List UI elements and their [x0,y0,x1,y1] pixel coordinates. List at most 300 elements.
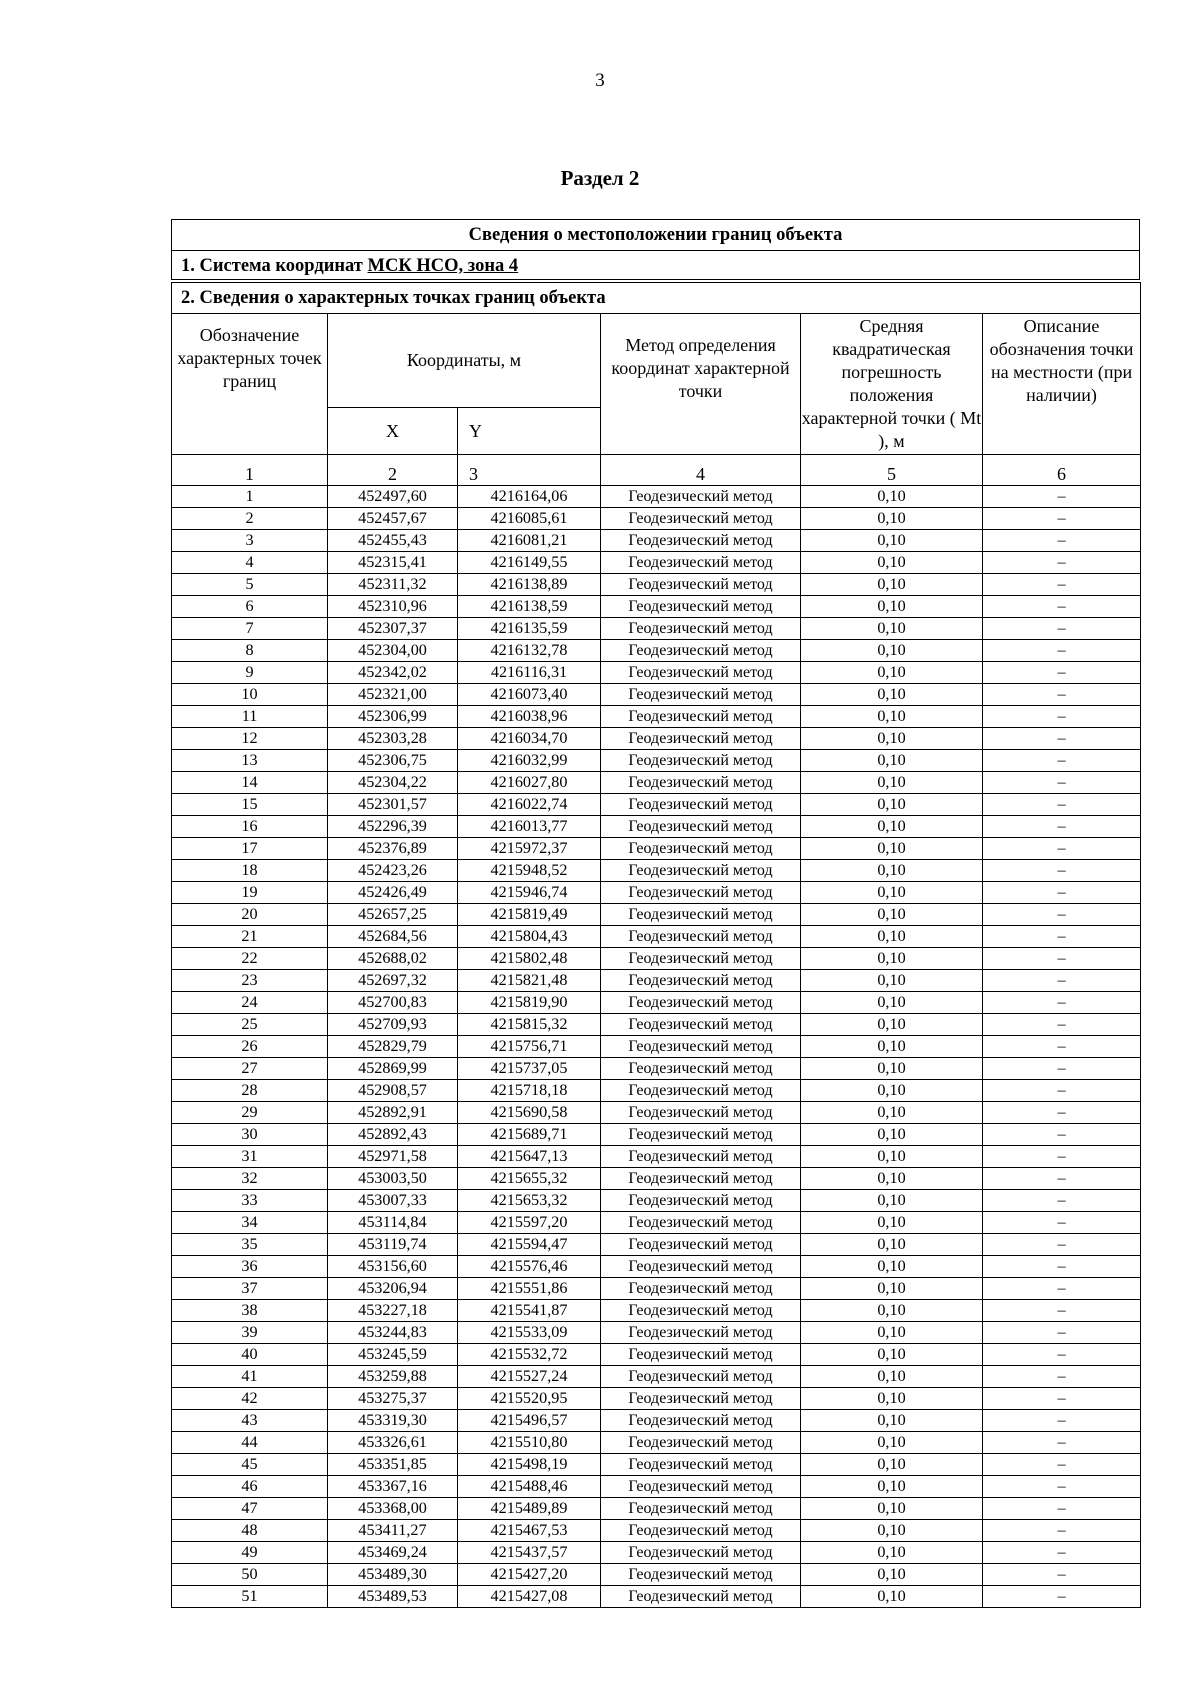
cell-coord-y: 4216138,59 [458,596,601,618]
cell-accuracy: 0,10 [801,1432,983,1454]
cell-point-number: 10 [172,684,328,706]
cell-description: – [983,1190,1141,1212]
cell-coord-y: 4215689,71 [458,1124,601,1146]
cell-accuracy: 0,10 [801,860,983,882]
cell-coord-x: 452307,37 [328,618,458,640]
cell-description: – [983,1366,1141,1388]
cell-coord-x: 453227,18 [328,1300,458,1322]
page-number: 3 [595,70,605,91]
cell-accuracy: 0,10 [801,904,983,926]
cell-coord-y: 4215551,86 [458,1278,601,1300]
cell-coord-x: 453368,00 [328,1498,458,1520]
cell-description: – [983,1058,1141,1080]
cell-coord-y: 4215488,46 [458,1476,601,1498]
cell-coord-x: 452296,39 [328,816,458,838]
cell-method: Геодезический метод [601,706,801,728]
cell-coord-y: 4215427,08 [458,1586,601,1608]
cell-accuracy: 0,10 [801,1586,983,1608]
cell-point-number: 6 [172,596,328,618]
cell-description: – [983,640,1141,662]
cell-point-number: 5 [172,574,328,596]
cell-description: – [983,486,1141,508]
cell-coord-y: 4215653,32 [458,1190,601,1212]
cell-coord-x: 452688,02 [328,948,458,970]
cell-coord-x: 453489,53 [328,1586,458,1608]
cell-coord-y: 4215510,80 [458,1432,601,1454]
cell-accuracy: 0,10 [801,596,983,618]
cell-point-number: 30 [172,1124,328,1146]
table-row [172,1190,1141,1212]
table-row [172,706,1141,728]
cell-accuracy: 0,10 [801,706,983,728]
cell-point-number: 14 [172,772,328,794]
cell-point-number: 38 [172,1300,328,1322]
table-row [172,1124,1141,1146]
cell-description: – [983,1344,1141,1366]
cell-coord-y: 4216038,96 [458,706,601,728]
cell-method: Геодезический метод [601,1256,801,1278]
cell-coord-y: 4215541,87 [458,1300,601,1322]
table-row [172,1300,1141,1322]
cell-description: – [983,1300,1141,1322]
cell-description: – [983,1564,1141,1586]
cell-description: – [983,1520,1141,1542]
cell-coord-y: 4215756,71 [458,1036,601,1058]
cell-method: Геодезический метод [601,794,801,816]
cell-point-number: 21 [172,926,328,948]
cell-accuracy: 0,10 [801,1366,983,1388]
cell-point-number: 31 [172,1146,328,1168]
coordinate-system-value: МСК НСО, зона 4 [367,256,519,276]
cell-coord-x: 452306,99 [328,706,458,728]
cell-coord-y: 4215533,09 [458,1322,601,1344]
cell-accuracy: 0,10 [801,486,983,508]
table-row [172,860,1141,882]
cell-accuracy: 0,10 [801,1388,983,1410]
table-row [172,552,1141,574]
cell-method: Геодезический метод [601,728,801,750]
cell-accuracy: 0,10 [801,1124,983,1146]
cell-accuracy: 0,10 [801,926,983,948]
cell-coord-y: 4215496,57 [458,1410,601,1432]
cell-point-number: 34 [172,1212,328,1234]
cell-coord-y: 4215498,19 [458,1454,601,1476]
cell-accuracy: 0,10 [801,508,983,530]
cell-accuracy: 0,10 [801,1102,983,1124]
table-row [172,1014,1141,1036]
cell-coord-x: 452892,43 [328,1124,458,1146]
cell-coord-y: 4215948,52 [458,860,601,882]
cell-description: – [983,552,1141,574]
cell-coord-x: 452315,41 [328,552,458,574]
cell-description: – [983,508,1141,530]
cell-coord-y: 4215815,32 [458,1014,601,1036]
cell-coord-y: 4215576,46 [458,1256,601,1278]
table-row [172,618,1141,640]
cell-accuracy: 0,10 [801,948,983,970]
table-row [172,1322,1141,1344]
cell-description: – [983,1454,1141,1476]
table-row [172,1388,1141,1410]
cell-coord-y: 4215804,43 [458,926,601,948]
cell-description: – [983,882,1141,904]
cell-accuracy: 0,10 [801,1322,983,1344]
cell-coord-y: 4216022,74 [458,794,601,816]
cell-coord-x: 452709,93 [328,1014,458,1036]
cell-accuracy: 0,10 [801,684,983,706]
cell-accuracy: 0,10 [801,750,983,772]
header-x: X [328,408,458,455]
cell-point-number: 49 [172,1542,328,1564]
table-row [172,508,1141,530]
cell-point-number: 44 [172,1432,328,1454]
column-number: 5 [801,455,983,486]
table-row [172,1410,1141,1432]
table-row [172,992,1141,1014]
cell-coord-y: 4215594,47 [458,1234,601,1256]
cell-description: – [983,1212,1141,1234]
cell-coord-x: 452457,67 [328,508,458,530]
cell-accuracy: 0,10 [801,728,983,750]
cell-point-number: 23 [172,970,328,992]
cell-coord-x: 452301,57 [328,794,458,816]
cell-accuracy: 0,10 [801,1058,983,1080]
cell-method: Геодезический метод [601,1014,801,1036]
cell-point-number: 22 [172,948,328,970]
column-number: 2 [328,455,458,486]
cell-method: Геодезический метод [601,1476,801,1498]
cell-coord-y: 4215437,57 [458,1542,601,1564]
cell-accuracy: 0,10 [801,838,983,860]
cell-description: – [983,1388,1141,1410]
cell-method: Геодезический метод [601,1080,801,1102]
cell-coord-x: 453275,37 [328,1388,458,1410]
cell-coord-y: 4216013,77 [458,816,601,838]
cell-accuracy: 0,10 [801,618,983,640]
cell-point-number: 11 [172,706,328,728]
cell-point-number: 32 [172,1168,328,1190]
header-description: Описание обозначения точки на местности (при наличии) [983,314,1141,455]
cell-method: Геодезический метод [601,992,801,1014]
cell-point-number: 19 [172,882,328,904]
cell-point-number: 1 [172,486,328,508]
cell-accuracy: 0,10 [801,1146,983,1168]
cell-method: Геодезический метод [601,1454,801,1476]
cell-coord-x: 452697,32 [328,970,458,992]
table-row [172,486,1141,508]
cell-coord-y: 4216164,06 [458,486,601,508]
table-row [172,926,1141,948]
cell-point-number: 27 [172,1058,328,1080]
cell-method: Геодезический метод [601,1036,801,1058]
cell-point-number: 37 [172,1278,328,1300]
cell-method: Геодезический метод [601,882,801,904]
table-row [172,1344,1141,1366]
cell-description: – [983,948,1141,970]
cell-method: Геодезический метод [601,1300,801,1322]
cell-method: Геодезический метод [601,1146,801,1168]
cell-accuracy: 0,10 [801,882,983,904]
cell-coord-x: 452869,99 [328,1058,458,1080]
cell-coord-y: 4216132,78 [458,640,601,662]
cell-method: Геодезический метод [601,772,801,794]
cell-method: Геодезический метод [601,1366,801,1388]
table-row [172,1080,1141,1102]
table-row [172,816,1141,838]
table-row [172,574,1141,596]
cell-description: – [983,574,1141,596]
cell-point-number: 18 [172,860,328,882]
cell-coord-x: 453244,83 [328,1322,458,1344]
cell-coord-x: 452829,79 [328,1036,458,1058]
table-row [172,970,1141,992]
cell-point-number: 17 [172,838,328,860]
cell-coord-x: 452423,26 [328,860,458,882]
cell-accuracy: 0,10 [801,1190,983,1212]
coordinate-system-row [172,251,1139,281]
cell-method: Геодезический метод [601,816,801,838]
cell-coord-y: 4216085,61 [458,508,601,530]
cell-coord-y: 4215946,74 [458,882,601,904]
cell-accuracy: 0,10 [801,1542,983,1564]
cell-method: Геодезический метод [601,552,801,574]
cell-coord-y: 4216032,99 [458,750,601,772]
cell-point-number: 51 [172,1586,328,1608]
cell-point-number: 2 [172,508,328,530]
cell-point-number: 15 [172,794,328,816]
table-row [172,728,1141,750]
table-row [172,1564,1141,1586]
cell-coord-x: 452310,96 [328,596,458,618]
cell-coord-y: 4215690,58 [458,1102,601,1124]
cell-coord-x: 453351,85 [328,1454,458,1476]
cell-method: Геодезический метод [601,1564,801,1586]
cell-method: Геодезический метод [601,1542,801,1564]
cell-coord-x: 453007,33 [328,1190,458,1212]
cell-description: – [983,1410,1141,1432]
cell-coord-x: 452892,91 [328,1102,458,1124]
cell-method: Геодезический метод [601,1212,801,1234]
cell-description: – [983,1234,1141,1256]
cell-coord-x: 452321,00 [328,684,458,706]
cell-description: – [983,992,1141,1014]
cell-coord-y: 4215821,48 [458,970,601,992]
cell-description: – [983,1432,1141,1454]
table-row [172,1432,1141,1454]
cell-point-number: 48 [172,1520,328,1542]
table-row [172,904,1141,926]
table-row [172,530,1141,552]
cell-method: Геодезический метод [601,684,801,706]
cell-coord-x: 453469,24 [328,1542,458,1564]
cell-coord-y: 4215520,95 [458,1388,601,1410]
points-caption: 2. Сведения о характерных точках границ объекта [172,283,1141,314]
cell-method: Геодезический метод [601,508,801,530]
cell-point-number: 35 [172,1234,328,1256]
cell-description: – [983,1014,1141,1036]
cell-coord-x: 452497,60 [328,486,458,508]
cell-coord-x: 452455,43 [328,530,458,552]
cell-method: Геодезический метод [601,1234,801,1256]
table-row [172,662,1141,684]
cell-description: – [983,1542,1141,1564]
cell-accuracy: 0,10 [801,1476,983,1498]
cell-point-number: 33 [172,1190,328,1212]
cell-point-number: 43 [172,1410,328,1432]
cell-description: – [983,772,1141,794]
cell-accuracy: 0,10 [801,1498,983,1520]
cell-method: Геодезический метод [601,1058,801,1080]
column-number: 1 [172,455,328,486]
cell-coord-y: 4215647,13 [458,1146,601,1168]
cell-description: – [983,860,1141,882]
cell-method: Геодезический метод [601,662,801,684]
cell-description: – [983,706,1141,728]
cell-accuracy: 0,10 [801,1014,983,1036]
cell-coord-x: 452426,49 [328,882,458,904]
cell-description: – [983,728,1141,750]
cell-coord-y: 4215597,20 [458,1212,601,1234]
cell-coord-y: 4215802,48 [458,948,601,970]
cell-coord-x: 452684,56 [328,926,458,948]
section-title: Раздел 2 [560,166,640,190]
cell-description: – [983,904,1141,926]
cell-coord-x: 452306,75 [328,750,458,772]
cell-accuracy: 0,10 [801,1168,983,1190]
cell-point-number: 36 [172,1256,328,1278]
cell-method: Геодезический метод [601,1124,801,1146]
header-method: Метод определения координат характерной точки [601,314,801,455]
cell-description: – [983,1102,1141,1124]
table-row [172,1366,1141,1388]
cell-description: – [983,1278,1141,1300]
cell-method: Геодезический метод [601,1102,801,1124]
cell-description: – [983,1498,1141,1520]
cell-coord-x: 453326,61 [328,1432,458,1454]
cell-method: Геодезический метод [601,860,801,882]
cell-coord-x: 453259,88 [328,1366,458,1388]
cell-description: – [983,1476,1141,1498]
cell-coord-x: 452311,32 [328,574,458,596]
cell-point-number: 4 [172,552,328,574]
cell-accuracy: 0,10 [801,640,983,662]
cell-point-number: 20 [172,904,328,926]
cell-description: – [983,530,1141,552]
cell-description: – [983,662,1141,684]
table-row [172,684,1141,706]
table-row [172,948,1141,970]
cell-method: Геодезический метод [601,1278,801,1300]
cell-description: – [983,1080,1141,1102]
cell-accuracy: 0,10 [801,992,983,1014]
cell-point-number: 16 [172,816,328,838]
cell-coord-x: 453206,94 [328,1278,458,1300]
cell-coord-x: 452908,57 [328,1080,458,1102]
cell-description: – [983,1036,1141,1058]
cell-accuracy: 0,10 [801,1212,983,1234]
cell-method: Геодезический метод [601,486,801,508]
cell-point-number: 25 [172,1014,328,1036]
table-row [172,1146,1141,1168]
table-row [172,882,1141,904]
cell-description: – [983,926,1141,948]
cell-description: – [983,970,1141,992]
table-row [172,596,1141,618]
cell-coord-y: 4216081,21 [458,530,601,552]
cell-accuracy: 0,10 [801,1300,983,1322]
cell-accuracy: 0,10 [801,1256,983,1278]
cell-point-number: 9 [172,662,328,684]
table-row [172,1036,1141,1058]
cell-coord-x: 452700,83 [328,992,458,1014]
cell-description: – [983,1322,1141,1344]
cell-method: Геодезический метод [601,596,801,618]
cell-coord-y: 4216073,40 [458,684,601,706]
cell-accuracy: 0,10 [801,1520,983,1542]
cell-point-number: 45 [172,1454,328,1476]
cell-coord-y: 4215467,53 [458,1520,601,1542]
cell-point-number: 26 [172,1036,328,1058]
cell-point-number: 7 [172,618,328,640]
cell-coord-x: 453319,30 [328,1410,458,1432]
cell-method: Геодезический метод [601,1520,801,1542]
cell-method: Геодезический метод [601,948,801,970]
table-row [172,1454,1141,1476]
cell-coord-y: 4216135,59 [458,618,601,640]
cell-point-number: 8 [172,640,328,662]
cell-description: – [983,750,1141,772]
cell-coord-y: 4215655,32 [458,1168,601,1190]
table-row [172,1212,1141,1234]
cell-point-number: 39 [172,1322,328,1344]
cell-coord-y: 4215527,24 [458,1366,601,1388]
cell-method: Геодезический метод [601,530,801,552]
cell-coord-x: 452376,89 [328,838,458,860]
cell-accuracy: 0,10 [801,1344,983,1366]
header-accuracy: Средняя квадратическая погрешность положения характерной точки ( Mt ), м [801,314,983,455]
cell-coord-y: 4215972,37 [458,838,601,860]
cell-method: Геодезический метод [601,970,801,992]
cell-coord-x: 453003,50 [328,1168,458,1190]
table-row [172,640,1141,662]
table-row [172,1476,1141,1498]
cell-method: Геодезический метод [601,1388,801,1410]
cell-accuracy: 0,10 [801,970,983,992]
cell-method: Геодезический метод [601,1168,801,1190]
table-row [172,1234,1141,1256]
cell-accuracy: 0,10 [801,1410,983,1432]
table-row [172,1102,1141,1124]
cell-coord-x: 453156,60 [328,1256,458,1278]
header-designation: Обозначение характерных точек границ [172,314,328,455]
cell-coord-y: 4215489,89 [458,1498,601,1520]
cell-description: – [983,1256,1141,1278]
cell-point-number: 47 [172,1498,328,1520]
table-row [172,1256,1141,1278]
cell-method: Геодезический метод [601,904,801,926]
cell-point-number: 42 [172,1388,328,1410]
cell-method: Геодезический метод [601,618,801,640]
cell-coord-x: 453245,59 [328,1344,458,1366]
cell-point-number: 50 [172,1564,328,1586]
points-table-body [172,486,1141,1608]
cell-coord-x: 453119,74 [328,1234,458,1256]
cell-description: – [983,816,1141,838]
cell-coord-x: 453411,27 [328,1520,458,1542]
cell-coord-y: 4216027,80 [458,772,601,794]
cell-coord-y: 4215819,49 [458,904,601,926]
cell-description: – [983,618,1141,640]
